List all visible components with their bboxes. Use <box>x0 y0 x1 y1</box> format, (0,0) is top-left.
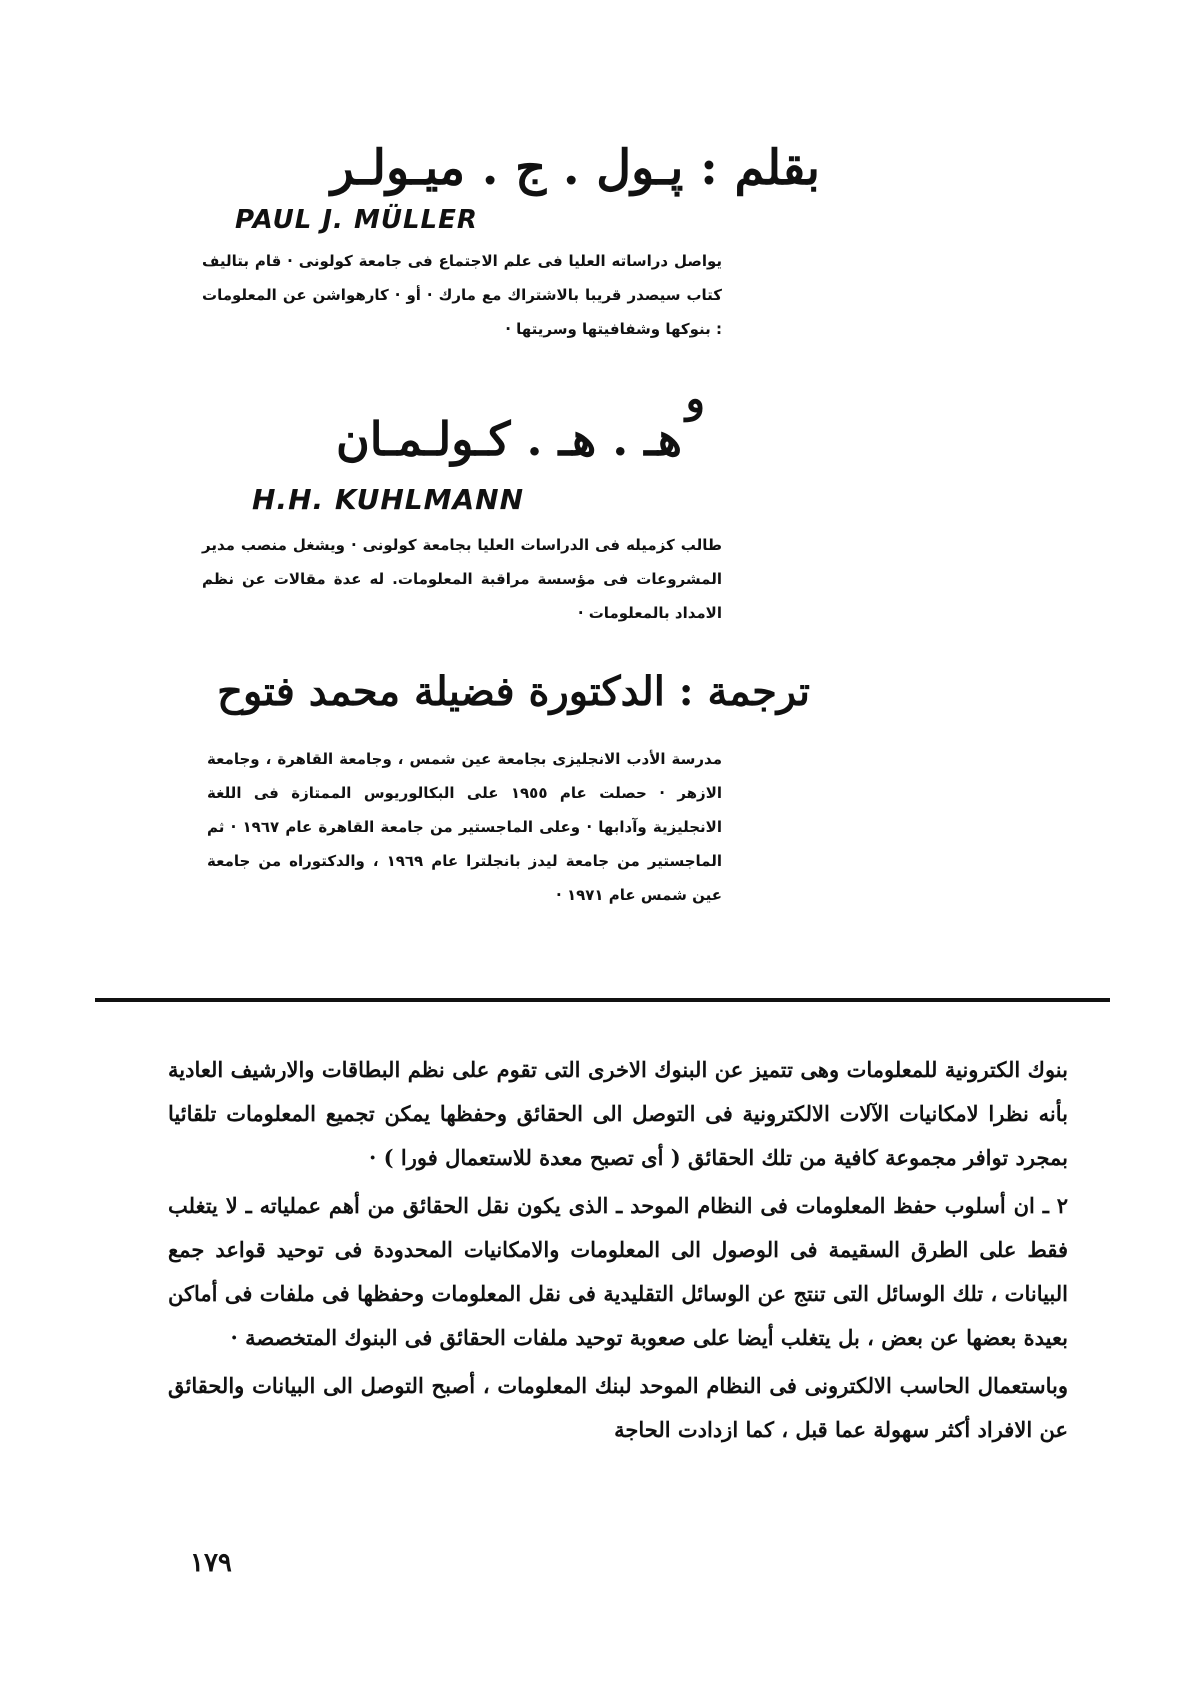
author1-byline: بقلم : پـول . ج . ميـولـر <box>330 140 820 196</box>
section-divider <box>95 998 1110 1002</box>
author1-bio: يواصل دراساته العليا فى علم الاجتماع فى جامعة كولونى · قام بتاليف كتاب سيصدر قريبا بالاشتراك مع مارك · أو · كارهواشن عن المعلومات : بنوكها وشفافيتها وسريتها · <box>202 252 722 338</box>
author2-latin-name: H.H. KUHLMANN <box>252 483 524 516</box>
author2-name: هـ . هـ . كـولـمـان <box>335 412 682 466</box>
page-number: ١٧٩ <box>190 1548 232 1578</box>
body-paragraph-3: وباستعمال الحاسب الالكترونى فى النظام الموحد لبنك المعلومات ، أصبح التوصل الى البيانات والحقائق عن الافراد أكثر سهولة عما قبل ، كما ازدادت الحاجة <box>168 1373 1068 1442</box>
author2-bio: طالب كزميله فى الدراسات العليا بجامعة كولونى · ويشغل منصب مدير المشروعات فى مؤسسة مراقبة المعلومات. له عدة مقالات عن نظم الامداد بالمعلومات · <box>202 536 722 622</box>
translator-bio: مدرسة الأدب الانجليزى بجامعة عين شمس ، وجامعة القاهرة ، وجامعة الازهر · حصلت عام ١٩٥٥ على البكالوريوس الممتازة فى اللغة الانجليزية وآدابها · وعلى الماجستير من جامعة القاهرة عام ١٩٦٧ · ثم الماجستير من جامعة ليدز بانجلترا عام ١٩٦٩ ، والدكتوراه من جامعة عين شمس عام ١٩٧١ · <box>207 750 723 904</box>
translator-credit: ترجمة : الدكتورة فضيلة محمد فتوح <box>217 668 810 715</box>
author1-latin-name: PAUL J. MÜLLER <box>235 205 478 235</box>
main-text <box>168 1048 1068 1456</box>
body-paragraph-1: بنوك الكترونية للمعلومات وهى تتميز عن البنوك الاخرى التى تقوم على نظم البطاقات والارشيف العادية بأنه نظرا لامكانيات الآلات الالكترونية فى التوصل الى الحقائق وحفظها يمكن تجميع المعلومات تلقائيا بمجرد توافر مجموعة كافية من تلك الحقائق ( أى تصبح معدة للاستعمال فورا ) · <box>168 1057 1068 1170</box>
body-paragraph-2: ٢ ـ ان أسلوب حفظ المعلومات فى النظام الموحد ـ الذى يكون نقل الحقائق من أهم عملياته ـ لا يتغلب فقط على الطرق السقيمة فى الوصول الى المعلومات والامكانيات المحدودة فى توحيد قواعد جمع البيانات ، تلك الوسائل التى تنتج عن الوسائل التقليدية فى نقل المعلومات وحفظها فى ملفات فى أماكن بعيدة بعضها عن بعض ، بل يتغلب أيضا على صعوبة توحيد ملفات الحقائق فى البنوك المتخصصة · <box>168 1193 1068 1350</box>
conjunction: و <box>685 375 705 422</box>
